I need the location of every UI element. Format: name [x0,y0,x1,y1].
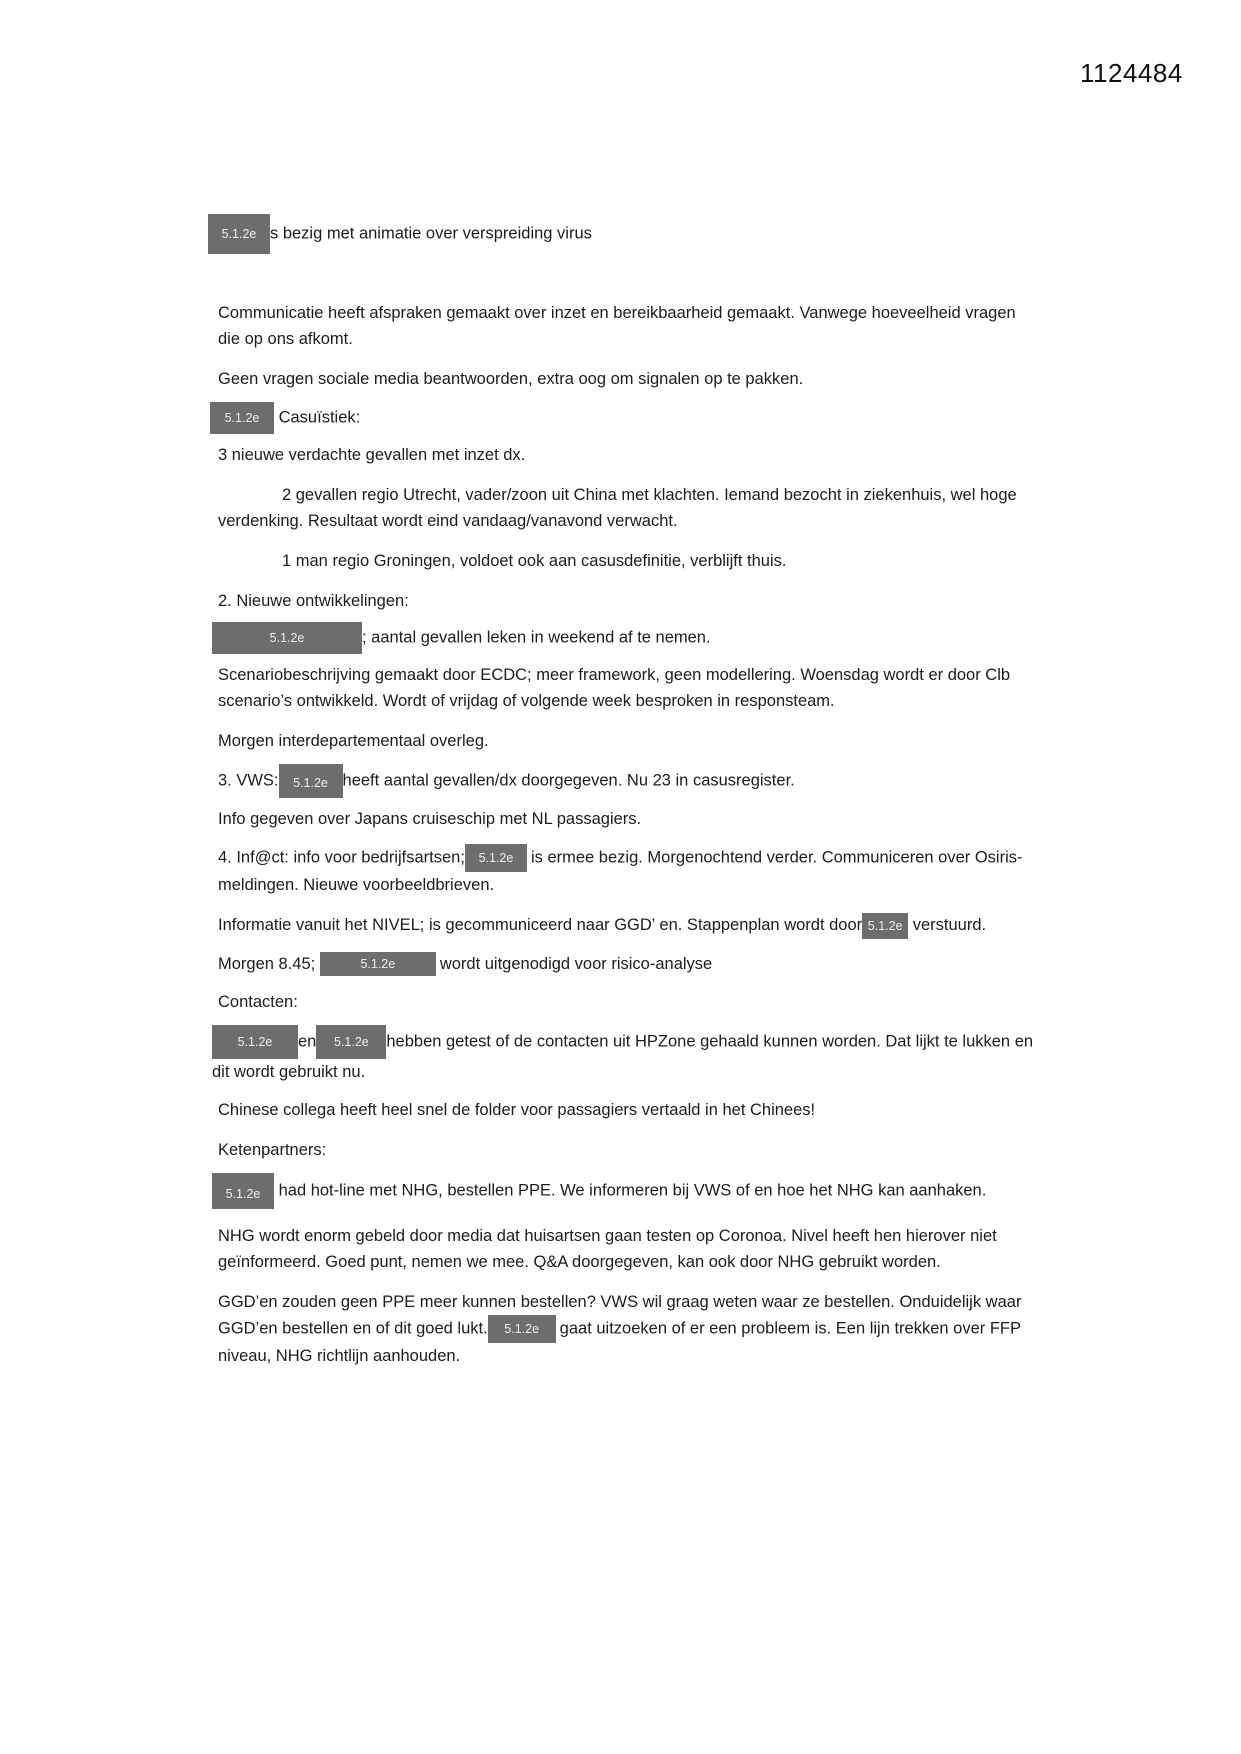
redaction-box: 5.1.2e [212,1025,298,1059]
paragraph: Contacten: [218,992,298,1011]
paragraph: 2. Nieuwe ontwikkelingen: [218,592,409,610]
paragraph: 3 nieuwe verdachte gevallen met inzet dx. [218,446,526,464]
paragraph: 4. Inf@ct: info voor bedrijfsartsen; 5.1.2e is ermee bezig. Morgenochtend verder. Communiceren over Osiris-meldingen. Nieuwe voorbeeldbrieven. [218,844,1038,898]
paragraph: GGD’en zouden geen PPE meer kunnen bestellen? VWS wil graag weten waar ze bestellen. Onduidelijk waar GGD’en bestellen en of dit goed lukt. 5.1.2e gaat uitzoeken of er een probleem is. Een lijn trekken over FFP niveau, NHG richtlijn aanhouden. [218,1292,1022,1365]
document-number: 1124484 [1080,58,1183,88]
redaction-box: 5.1.2e [465,844,527,872]
redaction-box: 5.1.2e [862,913,908,939]
paragraph: 5.1.2e en 5.1.2e hebben getest of de contacten uit HPZone gehaald kunnen worden. Dat lijkt te lukken en dit wordt gebruikt nu. [212,1025,1038,1085]
paragraph: 3. VWS: 5.1.2e heeft aantal gevallen/dx doorgegeven. Nu 23 in casusregister. [218,764,1038,798]
paragraph: Info gegeven over Japans cruiseschip met NL passagiers. [218,810,642,828]
paragraph: 5.1.2e ; aantal gevallen leken in weekend af te nemen. [212,622,1038,654]
paragraph: Geen vragen sociale media beantwoorden, extra oog om signalen op te pakken. [218,370,804,388]
paragraph: Chinese collega heeft heel snel de folder voor passagiers vertaald in het Chinees! [218,1100,816,1119]
paragraph: Informatie vanuit het NIVEL; is gecommuniceerd naar GGD’ en. Stappenplan wordt door 5.1.2e verstuurd. [218,912,1038,939]
paragraph: 5.1.2e s bezig met animatie over verspreiding virus [208,214,1038,254]
redaction-box: 5.1.2e [212,622,362,654]
paragraph: 1 man regio Groningen, voldoet ook aan casusdefinitie, verblijft thuis. [282,552,787,570]
paragraph: 5.1.2e Casuïstiek: [210,402,1038,434]
redaction-box: 5.1.2e [212,1173,274,1209]
redaction-box: 5.1.2e [279,764,343,798]
paragraph: Scenariobeschrijving gemaakt door ECDC; meer framework, geen modellering. Woensdag wordt er door Clb scenario’s ontwikkeld. Wordt of vrijdag of volgende week besproken in responsteam. [218,666,1011,710]
paragraph: 2 gevallen regio Utrecht, vader/zoon uit China met klachten. Iemand bezocht in ziekenhuis, wel hoge verdenking. Resultaat wordt eind vandaag/vanavond verwacht. [218,486,1017,530]
paragraph: Morgen interdepartementaal overleg. [218,732,489,750]
redaction-box: 5.1.2e [488,1315,556,1343]
paragraph: Morgen 8.45; 5.1.2e wordt uitgenodigd voor risico-analyse [218,951,1038,977]
paragraph: Ketenpartners: [218,1140,327,1159]
redaction-box: 5.1.2e [316,1025,386,1059]
redaction-box: 5.1.2e [210,402,274,434]
redaction-box: 5.1.2e [320,952,436,976]
redaction-box: 5.1.2e [208,214,270,254]
document-body [212,214,1038,1369]
paragraph: Communicatie heeft afspraken gemaakt over inzet en bereikbaarheid gemaakt. Vanwege hoeveelheid vragen die op ons afkomt. [218,304,1016,348]
paragraph: NHG wordt enorm gebeld door media dat huisartsen gaan testen op Coronoa. Nivel heeft hen hierover niet geïnformeerd. Goed punt, nemen we mee. Q&A doorgegeven, kan ook door NHG gebruikt worden. [218,1226,997,1271]
paragraph: 5.1.2e had hot-line met NHG, bestellen PPE. We informeren bij VWS of en hoe het NHG kan aanhaken. [212,1173,1038,1209]
